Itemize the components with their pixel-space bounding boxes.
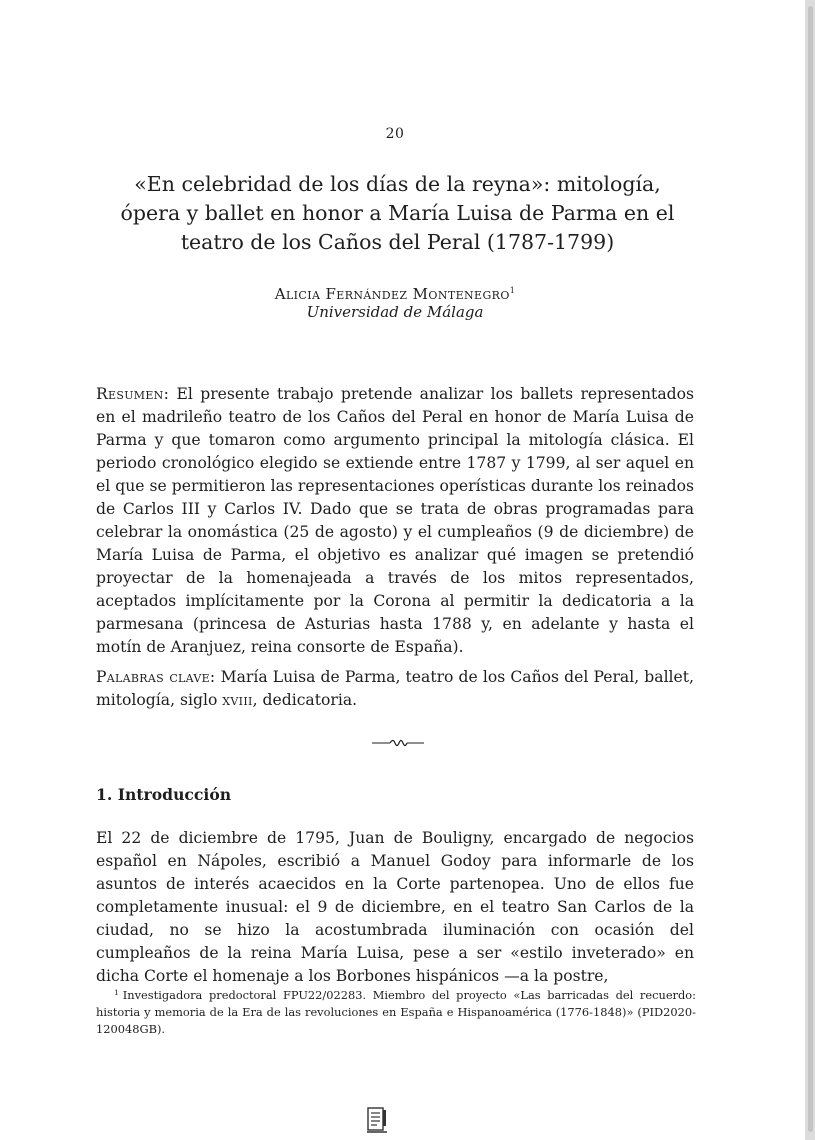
scrollbar-thumb[interactable] [808,6,813,1132]
keywords-paragraph [96,666,694,712]
section-heading: 1. Introducción [96,785,232,804]
intro-paragraph: El 22 de diciembre de 1795, Juan de Bouligny, encargado de negocios español en Nápoles, escribió a Manuel Godoy para informarle de los asuntos de interés acaecidos en la Corte partenopea. Uno de ellos fue completamente inusual: el 9 de diciembre, en el teatro San Carlos de la ciudad, no se hizo la acostumbrada iluminación con ocasión del cumpleaños de la reina María Luisa, pese a ser «estilo inveterado» en dicha Corte el homenaje a los Borbones hispánicos —a la postre, [96,829,694,985]
abstract-paragraph [96,383,694,659]
author-footnote-ref[interactable]: 1 [509,286,516,295]
footnote-text: Investigadora predoctoral FPU22/02283. Miembro del proyecto «Las barricadas del recuerdo: historia y memoria de la Era de las revoluciones en España e Hispanoamérica (1776-1848)» (PID2020-120048GB). [96,988,696,1036]
abstract-text: El presente trabajo pretende analizar los ballets representados en el madrileño teatro de los Caños del Peral en honor de María Luisa de Parma y que tomaron como argumento principal la mitología clásica. El periodo cronológico elegido se extiende entre 1787 y 1799, al ser aquel en el que se permitieron las representaciones operísticas durante los reinados de Carlos III y Carlos IV. Dado que se trata de obras programadas para celebrar la onomástica (25 de agosto) y el cumpleaños (9 de diciembre) de María Luisa de Parma, el objetivo es analizar qué imagen se pretendió proyectar de la homenajeada a través de los mitos representados, aceptados implícitamente por la Corona al permitir la dedicatoria a la parmesana (princesa de Asturias hasta 1788 y, en adelante y hasta el motín de Aranjuez, reina consorte de España). [96,385,694,656]
footnote [96,984,696,1038]
paper-title: «En celebridad de los días de la reyna»: mitología, ópera y ballet en honor a María Luisa de Parma en el teatro de los Caños del Peral (1787-1799) [120,172,675,254]
abstract-label: Resumen: [96,385,170,403]
keywords-label: Palabras clave: [96,668,216,686]
author-name: Alicia Fernández Montenegro [274,285,510,303]
page-number: 20 [385,126,405,142]
keywords-text-end: , dedicatoria. [252,691,358,709]
author-line [0,280,790,305]
scrollbar-track[interactable] [805,0,815,1140]
keywords-text: María Luisa de Parma, teatro de los Caños del Peral, ballet, mitología, siglo [96,668,694,709]
footnote-mark: 1 [114,988,119,997]
author-affiliation: Universidad de Málaga [306,303,484,321]
fleuron-ornament-icon [370,735,426,751]
document-icon[interactable] [366,1106,388,1134]
keywords-century: xviii [222,691,253,709]
